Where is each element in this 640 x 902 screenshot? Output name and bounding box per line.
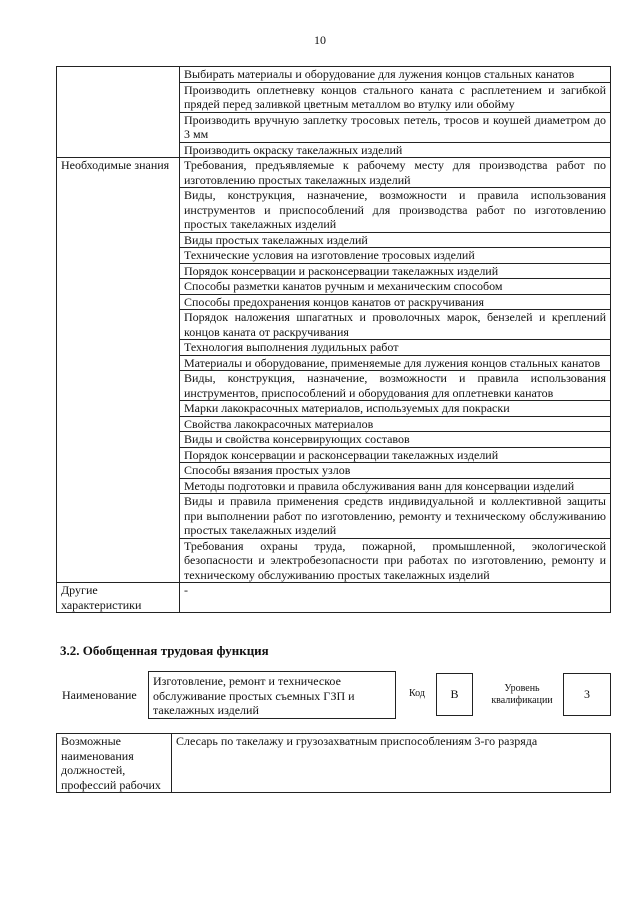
code-label: Код — [409, 688, 425, 699]
table-cell: Свойства лакокрасочных материалов — [180, 416, 611, 432]
qualification-level-value: 3 — [563, 673, 611, 716]
empty-label-cell — [57, 67, 180, 158]
table-row — [57, 67, 611, 83]
knowledge-label: Необходимые знания — [57, 158, 180, 583]
table-cell: Требования охраны труда, пожарной, промышленной, экологической безопасности и электробезопасности при работах по изготовлению, ремонту и техническому обслуживанию простых такелажных изделий — [180, 538, 611, 583]
table-cell: Технические условия на изготовление тросовых изделий — [180, 248, 611, 264]
table-cell: Способы вязания простых узлов — [180, 463, 611, 479]
table-row — [57, 583, 611, 613]
positions-value: Слесарь по такелажу и грузозахватным приспособлениям 3-го разряда — [172, 734, 611, 793]
table-cell: Порядок наложения шпагатных и проволочных марок, бензелей и креплений концов каната от раскручивания — [180, 310, 611, 340]
table-cell: Выбирать материалы и оборудование для лужения концов стальных канатов — [180, 67, 611, 83]
table-cell: Порядок консервации и расконсервации такелажных изделий — [180, 447, 611, 463]
table-cell: Виды, конструкция, назначение, возможности и правила использования инструментов, приспособлений и оборудования для оплетневки канатов — [180, 371, 611, 401]
table-cell: Материалы и оборудование, применяемые для лужения концов стальных канатов — [180, 355, 611, 371]
table-cell: Способы предохранения концов канатов от раскручивания — [180, 294, 611, 310]
name-value: Изготовление, ремонт и техническое обслуживание простых съемных ГЗП и такелажных изделий — [148, 671, 396, 719]
name-label: Наименование — [62, 688, 137, 702]
table-cell: Производить оплетневку концов стального каната с расплетением и загибкой прядей перед заливкой цветным металлом во втулку или обойму — [180, 82, 611, 112]
table-cell: Методы подготовки и правила обслуживания ванн для консервации изделий — [180, 478, 611, 494]
table-cell: Виды и свойства консервирующих составов — [180, 432, 611, 448]
table-cell: Способы разметки канатов ручным и механическим способом — [180, 279, 611, 295]
table-cell: Виды и правила применения средств индивидуальной и коллективной защиты при выполнении работ по изготовлению, ремонту и техническому обслуживанию простых такелажных изделий — [180, 494, 611, 539]
table-cell: Производить окраску такелажных изделий — [180, 142, 611, 158]
table-cell: Производить вручную заплетку тросовых петель, тросов и коушей диаметром до 3 мм — [180, 112, 611, 142]
table-cell: Виды, конструкция, назначение, возможности и правила использования инструментов и приспособлений для производства работ по изготовлению простых такелажных изделий — [180, 188, 611, 233]
table-row — [57, 158, 611, 188]
section-title: 3.2. Обобщенная трудовая функция — [60, 643, 269, 658]
other-characteristics-label: Другие характеристики — [57, 583, 180, 613]
table-cell: Виды простых такелажных изделий — [180, 232, 611, 248]
qualification-level-label: Уровень квалификации — [491, 683, 553, 706]
table-cell: Марки лакокрасочных материалов, используемых для покраски — [180, 401, 611, 417]
table-cell: Порядок консервации и расконсервации такелажных изделий — [180, 263, 611, 279]
positions-label: Возможные наименования должностей, профессий рабочих — [57, 734, 172, 793]
positions-table — [56, 733, 611, 793]
table-cell: Требования, предъявляемые к рабочему месту для производства работ по изготовлению простых такелажных изделий — [180, 158, 611, 188]
other-characteristics-value: - — [180, 583, 611, 613]
table-row — [57, 734, 611, 793]
page-number: 10 — [314, 33, 326, 47]
knowledge-table — [56, 66, 611, 613]
table-cell: Технология выполнения лудильных работ — [180, 340, 611, 356]
code-value: B — [436, 673, 473, 716]
